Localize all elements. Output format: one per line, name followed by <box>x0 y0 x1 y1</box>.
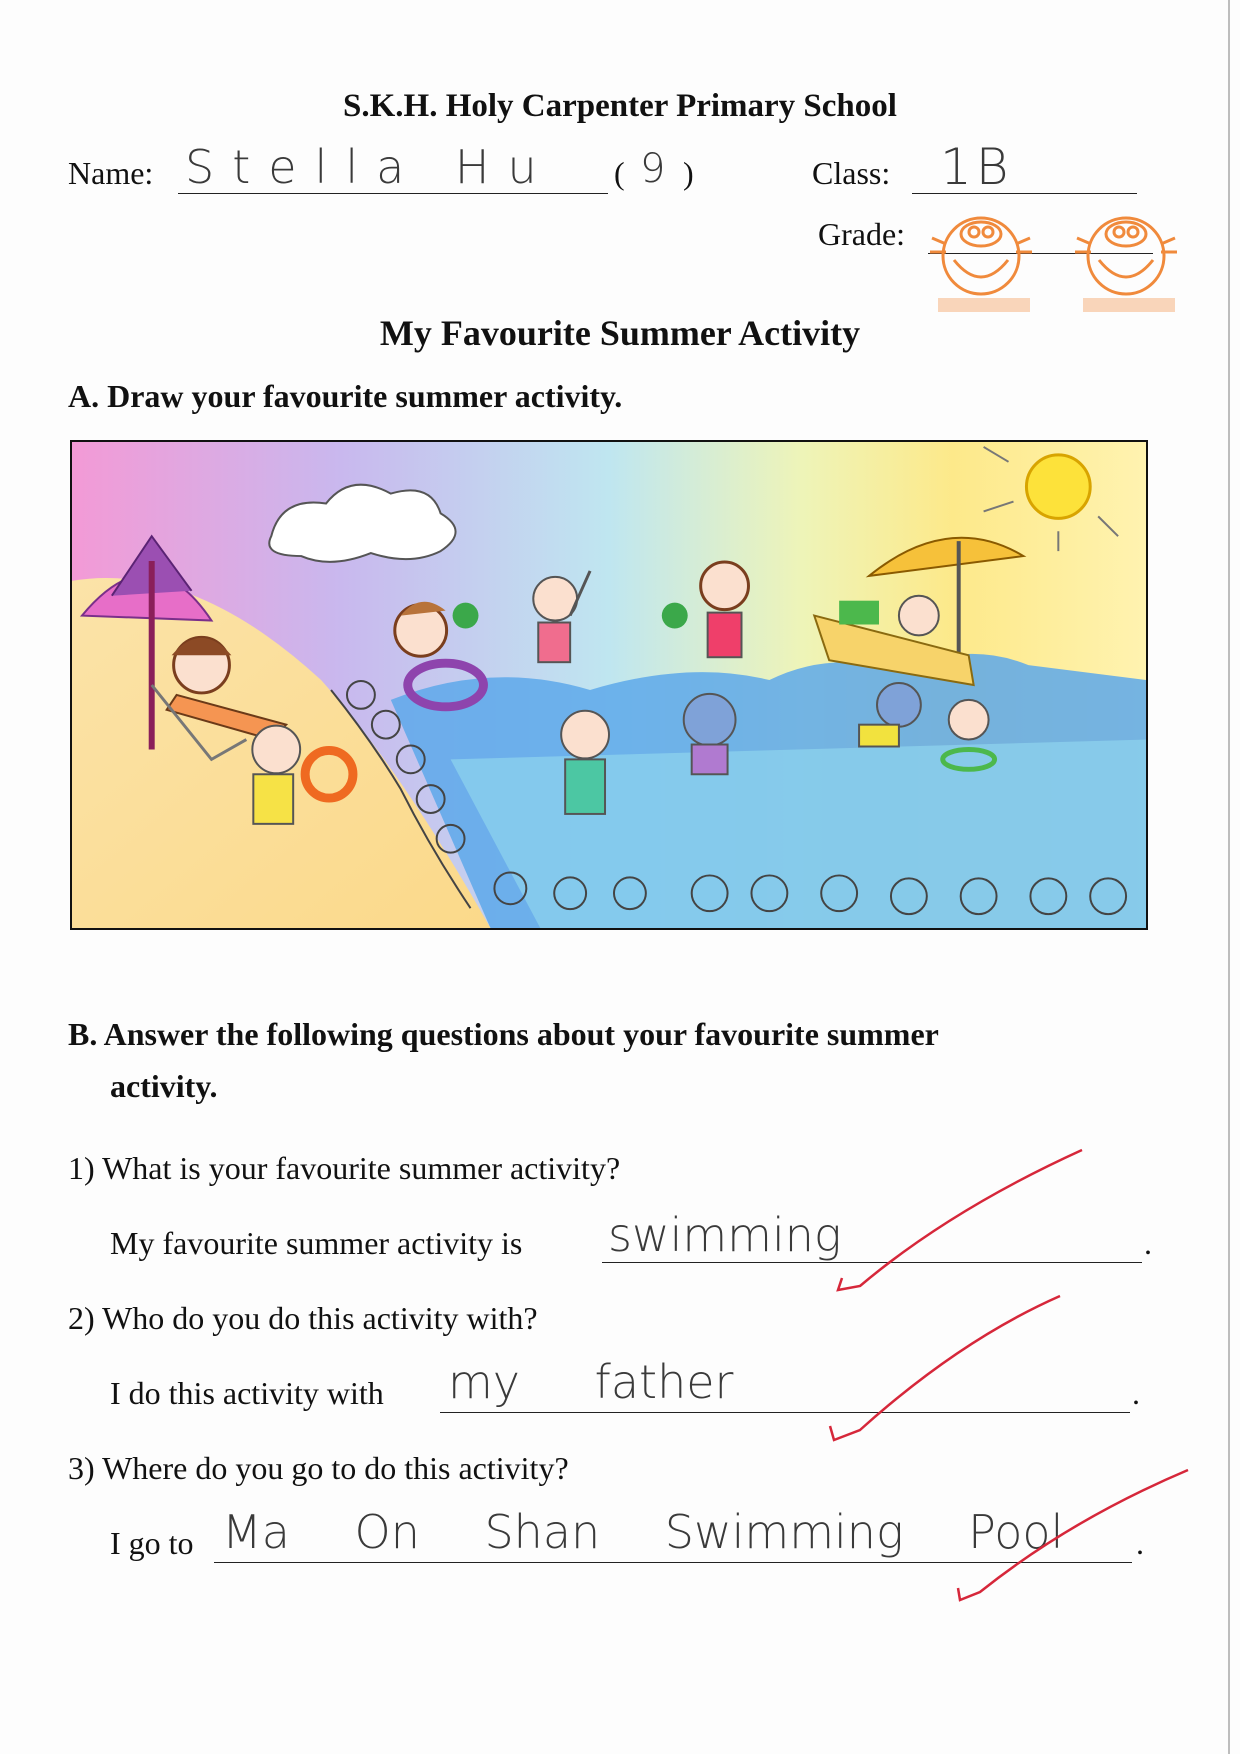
section-b-heading <box>68 1008 939 1112</box>
number-close: ) <box>683 155 694 191</box>
red-checkmark-icon <box>838 1150 1082 1290</box>
school-name: S.K.H. Holy Carpenter Primary School <box>343 88 897 124</box>
question-1: 1) What is your favourite summer activity? <box>68 1150 621 1186</box>
red-checkmark-icon <box>830 1296 1060 1440</box>
grade-stamps <box>926 208 1186 320</box>
answer-3-period: . <box>1136 1525 1144 1561</box>
section-b-heading-line1: B. Answer the following questions about your favourite summer <box>68 1016 939 1052</box>
grade-label: Grade: <box>818 216 906 252</box>
page-edge <box>1228 0 1230 1754</box>
answer-2-value: my father <box>448 1355 734 1409</box>
beach-swimming-drawing-icon <box>70 440 1148 930</box>
name-value: Stella Hu <box>185 140 555 194</box>
answer-2-prompt: I do this activity with <box>110 1375 384 1411</box>
name-label: Name: <box>68 155 154 191</box>
answer-3-value: Ma On Shan Swimming Pool <box>222 1505 1064 1559</box>
answer-3-prompt: I go to <box>110 1525 194 1561</box>
class-label: Class: <box>812 155 891 191</box>
answer-1-prompt: My favourite summer activity is <box>110 1225 523 1261</box>
class-value: 1B <box>940 138 1013 196</box>
section-a-heading: A. Draw your favourite summer activity. <box>68 378 623 414</box>
number-open: ( <box>614 155 625 191</box>
answer-2-period: . <box>1132 1375 1140 1411</box>
number-value: 9 <box>640 146 666 192</box>
cartoon-cat-stamp-icon <box>930 218 1032 312</box>
answer-1-period: . <box>1144 1225 1152 1261</box>
answer-1-value: swimming <box>608 1208 842 1262</box>
section-b-heading-line2: activity. <box>110 1068 218 1104</box>
question-2: 2) Who do you do this activity with? <box>68 1300 538 1336</box>
red-checkmark-icon <box>958 1470 1188 1600</box>
question-3: 3) Where do you go to do this activity? <box>68 1450 569 1486</box>
cartoon-cat-stamp-icon <box>1075 218 1177 312</box>
teacher-checkmarks <box>820 1140 1200 1620</box>
worksheet-title: My Favourite Summer Activity <box>379 313 861 353</box>
